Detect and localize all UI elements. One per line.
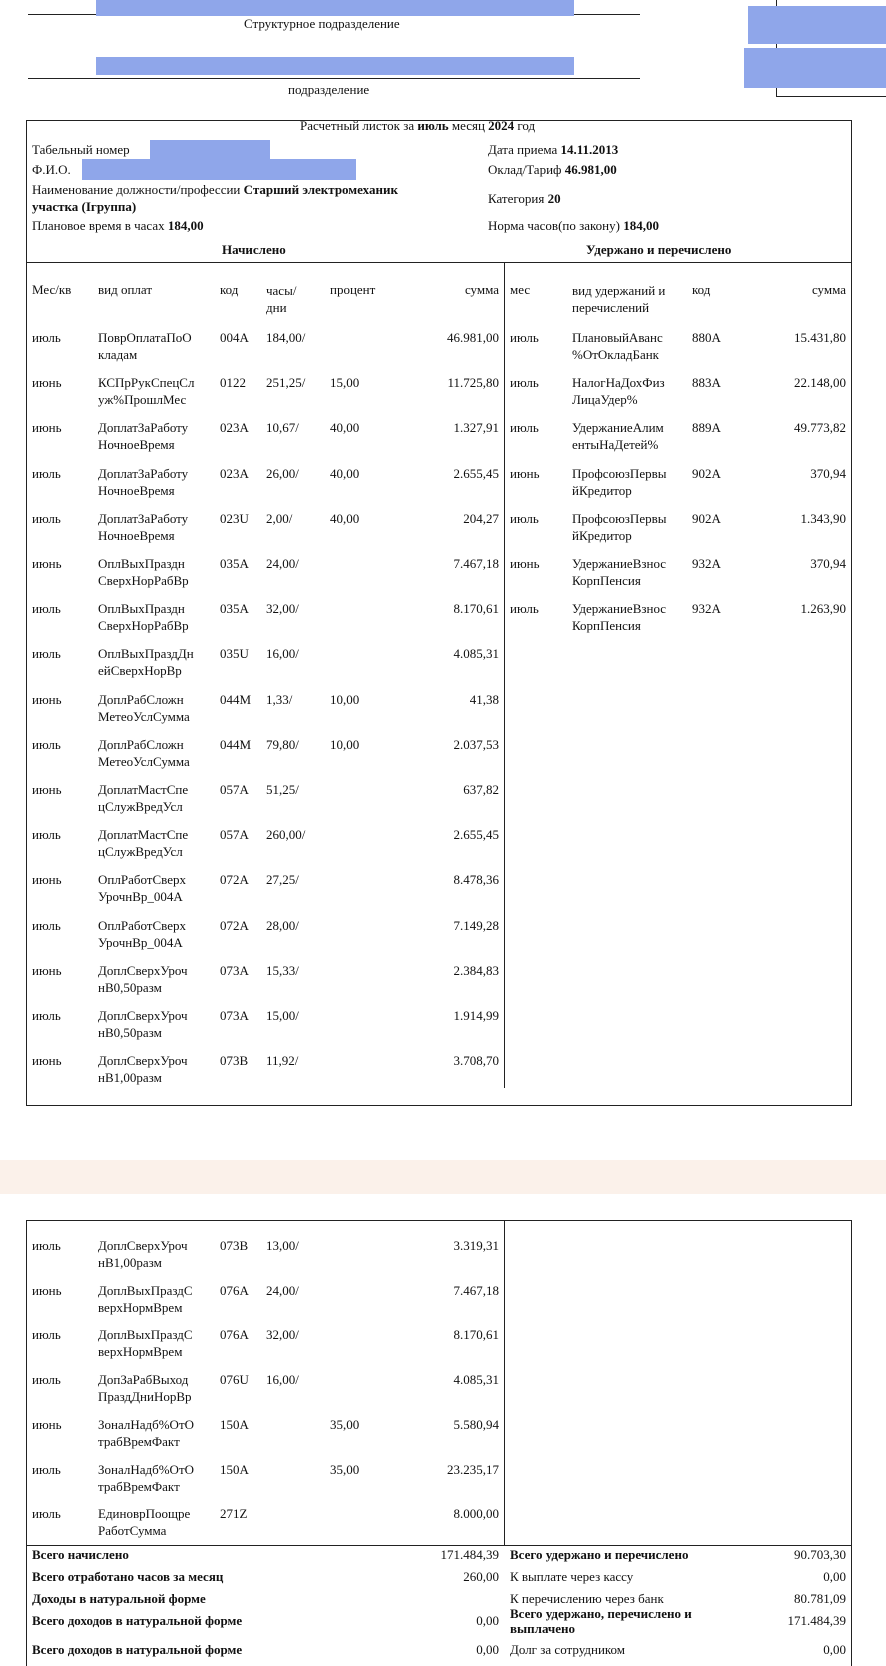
accrual-type: ЕдиноврПоощре xyxy=(98,1506,191,1522)
accrual-sum: 4.085,31 xyxy=(453,1372,499,1388)
accrual-code: 023U xyxy=(220,510,249,526)
withholding-month: июль xyxy=(510,510,539,526)
title-prefix: Расчетный листок за xyxy=(300,118,418,133)
accrual-month: июнь xyxy=(32,782,62,797)
accrual-code: 023А xyxy=(220,420,249,436)
accrual-type: ДопЗаРабВыход xyxy=(98,1372,189,1388)
accrual-sum: 8.170,61 xyxy=(453,1327,499,1343)
accrual-sum: 2.384,83 xyxy=(453,962,499,978)
accrual-code: 057А xyxy=(220,827,249,843)
accrual-month: июль xyxy=(32,736,61,752)
accrual-month: июль xyxy=(32,510,61,526)
accrual-type: ДоплатЗаРаботу xyxy=(98,420,189,436)
total-label: Всего доходов в натуральной форме xyxy=(32,1642,243,1657)
page-separator xyxy=(0,1160,886,1194)
withholding-type-cont: йКредитор xyxy=(572,527,632,543)
accrual-type: ДоплСверхУроч xyxy=(98,1053,188,1069)
slip-title xyxy=(300,118,535,134)
accrual-type: ДоплатМастСпе xyxy=(98,827,189,843)
accrual-type-cont: цСлужВредУсл xyxy=(98,844,183,860)
col-percent: процент xyxy=(330,282,376,297)
withholding-code: 902А xyxy=(692,465,721,481)
accrual-code: 035U xyxy=(220,646,249,662)
accrual-type-cont: нВ1,00разм xyxy=(98,1255,162,1270)
withholding-sum: 15.431,80 xyxy=(794,330,846,345)
withheld-total-value: 171.484,39 xyxy=(787,1613,846,1628)
position-label: Наименование должности/профессии xyxy=(32,182,244,197)
accrual-code: 0122 xyxy=(220,375,246,391)
accrual-code: 044M xyxy=(220,736,252,752)
accrual-month: июль xyxy=(32,330,61,345)
accrual-month: июнь xyxy=(32,691,62,707)
col-sum: сумма xyxy=(464,282,499,297)
norm-hours xyxy=(488,218,659,234)
accrual-type-cont: МетеоУслСумма xyxy=(98,753,190,769)
withholding-month: июнь xyxy=(510,556,540,571)
accrual-sum: 7.467,18 xyxy=(453,1282,499,1298)
accrual-type-cont: МетеоУслСумма xyxy=(98,708,190,724)
total-label: Всего начислено xyxy=(32,1547,129,1562)
accrual-hours: 79,80/ xyxy=(266,736,299,752)
accrual-hours: 184,00/ xyxy=(266,330,306,345)
accrual-code: 076U xyxy=(220,1372,249,1388)
accrual-type-cont: РаботСумма xyxy=(98,1523,167,1539)
accrual-hours: 15,33/ xyxy=(266,962,299,978)
accrual-hours: 16,00/ xyxy=(266,1372,299,1388)
accrual-sum: 46.981,00 xyxy=(447,330,499,345)
accrual-type-cont: трабВремФакт xyxy=(98,1478,180,1494)
accrual-sum: 41,38 xyxy=(469,691,499,707)
accrual-type: ОплВыхПраздДн xyxy=(98,646,194,662)
withholding-type-cont: ЛицаУдер% xyxy=(572,392,638,408)
plan-hours-label: Плановое время в часах xyxy=(32,218,168,233)
total-value: 0,00 xyxy=(476,1613,499,1628)
accrual-month: июль xyxy=(32,601,61,617)
accrual-sum: 637,82 xyxy=(463,782,499,797)
withholding-code: 889А xyxy=(692,420,721,436)
plan-hours-value: 184,00 xyxy=(167,218,204,233)
accrual-percent: 15,00 xyxy=(330,375,360,391)
accrual-sum: 1.327,91 xyxy=(453,420,499,436)
accrual-type: ОплВыхПраздн xyxy=(98,601,185,617)
accrual-code: 044M xyxy=(220,691,252,707)
accrual-hours: 26,00/ xyxy=(266,465,299,481)
accrual-type: ДоплатЗаРаботу xyxy=(98,510,189,526)
accrual-percent: 40,00 xyxy=(330,420,360,436)
accrual-month: июль xyxy=(32,1327,61,1343)
hire-date-value: 14.11.2013 xyxy=(560,142,619,157)
total-label: Всего отработано часов за месяц xyxy=(32,1569,224,1584)
accrual-sum: 5.580,94 xyxy=(453,1416,499,1432)
total-value: 171.484,39 xyxy=(440,1547,499,1562)
accrual-month: июль xyxy=(32,1461,61,1477)
department-label: Структурное подразделение xyxy=(244,16,400,31)
withholding-type: УдержаниеАлим xyxy=(572,420,664,436)
accrual-hours: 11,92/ xyxy=(266,1053,299,1069)
accrual-month: июль xyxy=(32,827,61,843)
salary xyxy=(488,162,617,178)
col-pay-type: вид оплат xyxy=(98,282,153,297)
section-divider-line xyxy=(26,262,852,263)
accrual-code: 073А xyxy=(220,962,249,978)
accrual-type-cont: СверхНорРабВр xyxy=(98,618,189,634)
withheld-total-value: 0,00 xyxy=(823,1569,846,1584)
accrual-sum: 204,27 xyxy=(463,510,499,526)
accrual-sum: 2.037,53 xyxy=(453,736,499,752)
accrual-type: ЗоналНадб%ОтО xyxy=(98,1461,195,1477)
accrual-sum: 7.467,18 xyxy=(453,556,499,571)
accrual-code: 035А xyxy=(220,601,249,617)
accrual-month: июль xyxy=(32,1506,61,1522)
withheld-total-label: Всего удержано и перечислено xyxy=(510,1547,689,1562)
withheld-total-value: 80.781,09 xyxy=(794,1591,846,1606)
title-suffix: год xyxy=(514,118,536,133)
accrual-hours: 27,25/ xyxy=(266,872,299,888)
category-value: 20 xyxy=(547,191,561,206)
accrual-type-cont: цСлужВредУсл xyxy=(98,799,183,814)
col-w-code: код xyxy=(692,282,711,297)
accrual-percent: 35,00 xyxy=(330,1461,360,1477)
withholding-code: 902А xyxy=(692,510,721,526)
withholding-type-cont: ентыНаДетей% xyxy=(572,437,659,453)
accrual-code: 072А xyxy=(220,872,249,888)
col-month: Мес/кв xyxy=(32,282,72,297)
accrual-type: ДоплРабСложн xyxy=(98,691,184,707)
withheld-total-label: К выплате через кассу xyxy=(510,1569,634,1584)
accrual-type-cont: трабВремФакт xyxy=(98,1433,180,1449)
accrual-hours: 13,00/ xyxy=(266,1238,299,1253)
withholding-sum: 22.148,00 xyxy=(794,375,846,391)
accrual-month: июль xyxy=(32,646,61,662)
accrual-type-cont: УрочнВр_004А xyxy=(98,889,183,905)
accrual-type: ДоплСверхУроч xyxy=(98,962,188,978)
accrual-type: ОплРаботСверх xyxy=(98,872,186,888)
accrual-sum: 8.170,61 xyxy=(453,601,499,617)
accrual-month: июнь xyxy=(32,420,62,436)
redaction-tab-number xyxy=(150,140,270,160)
withholding-type-cont: %ОтОкладБанк xyxy=(572,347,659,362)
accrual-type-cont: уж%ПрошлМес xyxy=(98,392,187,408)
redaction-department xyxy=(96,0,574,16)
withholding-type: ПрофсоюзПервы xyxy=(572,510,667,526)
accrual-hours: 2,00/ xyxy=(266,510,293,526)
accrual-sum: 1.914,99 xyxy=(453,1008,499,1023)
col-w-type: вид удержаний и перечислений xyxy=(572,283,666,315)
accrual-code: 150А xyxy=(220,1416,249,1432)
accrual-type-cont: СверхНорРабВр xyxy=(98,573,189,588)
withheld-total-value: 0,00 xyxy=(823,1642,846,1657)
accrual-type: ПоврОплатаПоО xyxy=(98,330,192,345)
withholding-code: 932А xyxy=(692,556,721,571)
totals-top-line xyxy=(26,1545,852,1546)
category xyxy=(488,191,561,207)
withheld-total-value: 90.703,30 xyxy=(794,1547,846,1562)
accrual-hours: 260,00/ xyxy=(266,827,306,843)
category-label: Категория xyxy=(488,191,548,206)
accrual-type: ОплРаботСверх xyxy=(98,917,186,933)
accrual-code: 076А xyxy=(220,1282,249,1298)
plan-hours xyxy=(32,218,204,234)
withholding-type-cont: йКредитор xyxy=(572,482,632,498)
accrual-month: июль xyxy=(32,1238,61,1253)
accrual-code: 004А xyxy=(220,330,249,345)
accrual-sum: 2.655,45 xyxy=(453,465,499,481)
accrual-type-cont: верхНормВрем xyxy=(98,1344,183,1360)
col-w-month: мес xyxy=(510,282,531,297)
redaction-subdivision xyxy=(96,57,574,75)
accrual-sum: 23.235,17 xyxy=(447,1461,499,1477)
redaction-corner-2 xyxy=(744,48,886,88)
withholding-sum: 370,94 xyxy=(810,556,846,571)
withholding-sum: 49.773,82 xyxy=(794,420,846,436)
title-year: 2024 xyxy=(488,118,515,133)
subdivision-label: подразделение xyxy=(288,82,370,97)
accrual-sum: 11.725,80 xyxy=(447,375,499,391)
fio-label: Ф.И.О. xyxy=(32,162,71,177)
total-label: Доходы в натуральной форме xyxy=(32,1591,206,1606)
withholding-type-cont: КорпПенсия xyxy=(572,573,641,588)
col-hours: часы/ дни xyxy=(266,283,297,315)
position-line xyxy=(32,182,398,198)
accrual-type: ДоплСверхУроч xyxy=(98,1008,188,1023)
salary-value: 46.981,00 xyxy=(564,162,617,177)
accrual-type: КСПрРукСпецСл xyxy=(98,375,195,391)
salary-label: Оклад/Тариф xyxy=(488,162,565,177)
redaction-fio xyxy=(82,159,356,180)
total-label: Всего доходов в натуральной форме xyxy=(32,1613,243,1628)
accrual-sum: 3.319,31 xyxy=(453,1238,499,1253)
withholding-month: июнь xyxy=(510,465,540,481)
accrual-type: ДоплРабСложн xyxy=(98,736,184,752)
accrual-hours: 32,00/ xyxy=(266,1327,299,1343)
accrual-type: ДоплатМастСпе xyxy=(98,782,189,797)
accrual-type: ДоплатЗаРаботу xyxy=(98,465,189,481)
accrual-month: июль xyxy=(32,465,61,481)
hire-date-label: Дата приема xyxy=(488,142,561,157)
accrual-month: июнь xyxy=(32,1053,62,1069)
accrual-percent: 40,00 xyxy=(330,510,360,526)
accrual-percent: 10,00 xyxy=(330,691,360,707)
accrual-month: июль xyxy=(32,1008,61,1023)
withholding-type: НалогНаДохФиз xyxy=(572,375,665,391)
accrual-type: ЗоналНадб%ОтО xyxy=(98,1416,195,1432)
accrual-type-cont: УрочнВр_004А xyxy=(98,934,183,950)
accrual-sum: 7.149,28 xyxy=(453,917,499,933)
accrual-hours: 15,00/ xyxy=(266,1008,299,1023)
accrual-code: 023А xyxy=(220,465,249,481)
hire-date xyxy=(488,142,618,158)
accrual-sum: 8.478,36 xyxy=(453,872,499,888)
accrual-month: июль xyxy=(32,917,61,933)
redaction-corner-1 xyxy=(748,6,886,44)
position-value-cont: участка (Iгруппа) xyxy=(32,199,137,214)
accrual-sum: 2.655,45 xyxy=(453,827,499,843)
tab-number-label: Табельный номер xyxy=(32,142,130,157)
accrual-month: июнь xyxy=(32,375,62,391)
accrued-section-title: Начислено xyxy=(222,242,286,257)
withheld-section-title: Удержано и перечислено xyxy=(586,242,732,257)
accrual-month: июнь xyxy=(32,556,62,571)
header-sub-line xyxy=(28,78,640,79)
withholding-sum: 1.263,90 xyxy=(800,601,846,617)
accrual-hours: 1,33/ xyxy=(266,691,293,707)
norm-hours-label: Норма часов(по закону) xyxy=(488,218,624,233)
accrual-hours: 251,25/ xyxy=(266,375,306,391)
accrual-type-cont: нВ1,00разм xyxy=(98,1070,162,1086)
withholding-type: ПрофсоюзПервы xyxy=(572,465,667,481)
accrual-code: 073А xyxy=(220,1008,249,1023)
withheld-total-label: Всего удержано, перечислено и выплачено xyxy=(510,1606,692,1636)
accrual-hours: 28,00/ xyxy=(266,917,299,933)
accrual-type-cont: кладам xyxy=(98,347,138,362)
accrual-type: ДоплВыхПраздС xyxy=(98,1282,193,1298)
accrual-sum: 8.000,00 xyxy=(453,1506,499,1522)
accrual-type-cont: НочноеВремя xyxy=(98,437,175,453)
withholding-type: УдержаниеВзнос xyxy=(572,556,667,571)
withholding-type-cont: КорпПенсия xyxy=(572,618,641,634)
withholding-month: июль xyxy=(510,375,539,391)
accrual-code: 073В xyxy=(220,1053,249,1069)
accrual-hours: 24,00/ xyxy=(266,1282,299,1298)
accrual-hours: 24,00/ xyxy=(266,556,299,571)
accrual-hours: 51,25/ xyxy=(266,782,299,797)
withholding-month: июль xyxy=(510,330,539,345)
withholding-sum: 370,94 xyxy=(810,465,846,481)
page1-column-divider xyxy=(504,262,505,1088)
accrual-type-cont: нВ0,50разм xyxy=(98,1025,162,1040)
withholding-month: июль xyxy=(510,601,539,617)
accrual-type-cont: верхНормВрем xyxy=(98,1299,183,1315)
accrual-code: 271Z xyxy=(220,1506,248,1522)
accrual-code: 073В xyxy=(220,1238,249,1253)
withholding-code: 932А xyxy=(692,601,721,617)
accrual-month: июнь xyxy=(32,1416,62,1432)
accrual-percent: 10,00 xyxy=(330,736,360,752)
withholding-type: УдержаниеВзнос xyxy=(572,601,667,617)
accrual-code: 076А xyxy=(220,1327,249,1343)
total-value: 260,00 xyxy=(463,1569,499,1584)
accrual-type-cont: ейСверхНорВр xyxy=(98,663,182,679)
accrual-code: 150А xyxy=(220,1461,249,1477)
accrual-type-cont: нВ0,50разм xyxy=(98,979,162,995)
title-month: июль xyxy=(417,118,449,133)
accrual-sum: 4.085,31 xyxy=(453,646,499,662)
accrual-code: 035А xyxy=(220,556,249,571)
accrual-type-cont: НочноеВремя xyxy=(98,527,175,543)
accrual-type-cont: НочноеВремя xyxy=(98,482,175,498)
accrual-month: июнь xyxy=(32,962,62,978)
accrual-month: июнь xyxy=(32,872,62,888)
accrual-type-cont: ПраздДниНорВр xyxy=(98,1389,192,1405)
accrual-month: июнь xyxy=(32,1282,62,1298)
accrual-code: 072А xyxy=(220,917,249,933)
col-w-sum: сумма xyxy=(811,282,846,297)
accrual-percent: 40,00 xyxy=(330,465,360,481)
withheld-total-label: Долг за сотрудником xyxy=(510,1642,626,1657)
total-value: 0,00 xyxy=(476,1642,499,1657)
page2-column-divider xyxy=(504,1220,505,1546)
accrual-hours: 16,00/ xyxy=(266,646,299,662)
accrual-hours: 32,00/ xyxy=(266,601,299,617)
accrual-percent: 35,00 xyxy=(330,1416,360,1432)
accrual-code: 057А xyxy=(220,782,249,797)
accrual-month: июль xyxy=(32,1372,61,1388)
withheld-total-label: К перечислению через банк xyxy=(510,1591,664,1606)
withholding-month: июль xyxy=(510,420,539,436)
withholding-code: 883А xyxy=(692,375,721,391)
withholding-sum: 1.343,90 xyxy=(800,510,846,526)
accrual-type: ДоплСверхУроч xyxy=(98,1238,188,1253)
title-mid: месяц xyxy=(448,118,489,133)
col-code: код xyxy=(220,282,239,297)
accrual-type: ДоплВыхПраздС xyxy=(98,1327,193,1343)
position-value: Старший электромеханик xyxy=(243,182,398,197)
norm-hours-value: 184,00 xyxy=(623,218,659,233)
accrual-type: ОплВыхПраздн xyxy=(98,556,185,571)
accrual-sum: 3.708,70 xyxy=(453,1053,499,1069)
withholding-type: ПлановыйАванс xyxy=(572,330,663,345)
accrual-hours: 10,67/ xyxy=(266,420,299,436)
withholding-code: 880А xyxy=(692,330,721,345)
